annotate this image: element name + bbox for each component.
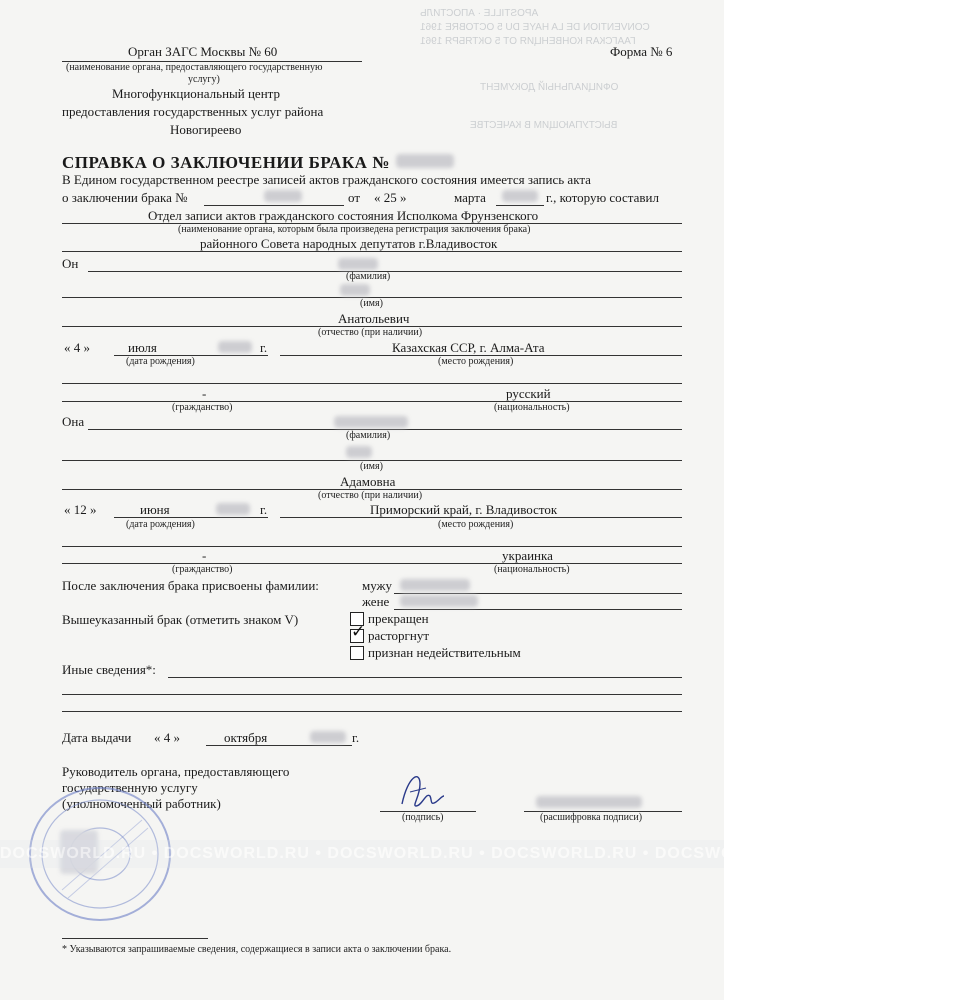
footnote: * Указываются запрашиваемые сведения, содержащиеся в записи акта о заключении брака. bbox=[62, 944, 452, 955]
she-patronymic-caption: (отчество (при наличии) bbox=[318, 490, 423, 501]
reverse-ghost-text: ГААГСКАЯ КОНВЕНЦИЯ ОТ 5 ОКТЯБРЯ 1961 bbox=[420, 36, 636, 47]
redacted-issue-year bbox=[310, 731, 346, 743]
option-dissolved: расторгнут bbox=[368, 628, 430, 643]
handwritten-signature-icon bbox=[396, 766, 448, 814]
head-line-1: Руководитель органа, предоставляющего bbox=[62, 764, 290, 779]
mfc-line-2: предоставления государственных услуг района bbox=[62, 104, 324, 119]
checkbox-invalid[interactable] bbox=[350, 646, 364, 660]
rule bbox=[206, 745, 352, 746]
intro-line-2: о заключении брака № bbox=[62, 190, 188, 205]
he-birth-day: « 4 » bbox=[64, 340, 90, 355]
husband-label: мужу bbox=[362, 578, 393, 593]
reverse-ghost-text: CONVENTION DE LA HAYE DU 5 OCTOBRE 1961 bbox=[420, 22, 650, 33]
rule bbox=[62, 401, 682, 402]
registrar-line-1: Отдел записи актов гражданского состояния Исполкома Фрунзенского bbox=[148, 208, 539, 223]
he-label: Он bbox=[62, 256, 79, 271]
mfc-line-3: Новогиреево bbox=[170, 122, 242, 137]
she-birthplace-caption: (место рождения) bbox=[438, 519, 514, 530]
watermark-band: DOCSWORLD.RU • DOCSWORLD.RU • DOCSWORLD.RU • DOCSWORLD.RU • DOCSWORLD.RU • DOCSWORLD.RU bbox=[0, 840, 724, 868]
rule bbox=[204, 205, 344, 206]
rule bbox=[62, 938, 208, 939]
rule bbox=[62, 694, 682, 695]
redacted-she-birth-year bbox=[216, 503, 250, 515]
surnames-label: После заключения брака присвоены фамилии: bbox=[62, 578, 319, 593]
she-citizenship: - bbox=[202, 548, 207, 563]
he-nationality-caption: (национальность) bbox=[494, 402, 570, 413]
she-birth-month: июня bbox=[140, 502, 170, 517]
issue-year-g: г. bbox=[352, 730, 360, 745]
she-birth-day: « 12 » bbox=[64, 502, 97, 517]
registrar-line-2: районного Совета народных депутатов г.Владивосток bbox=[200, 236, 498, 251]
redacted-husband-surname bbox=[400, 579, 470, 591]
reverse-ghost-text: ОФИЦИАЛЬНЫЙ ДОКУМЕНТ bbox=[480, 82, 619, 93]
reverse-ghost-text: APOSTILLE · АПОСТИЛЬ bbox=[420, 8, 539, 19]
she-citizenship-caption: (гражданство) bbox=[172, 564, 233, 575]
form-number: Форма № 6 bbox=[610, 44, 673, 59]
option-terminated: прекращен bbox=[368, 611, 429, 626]
he-year-g: г. bbox=[260, 340, 268, 355]
decode-caption: (расшифровка подписи) bbox=[540, 812, 643, 823]
reverse-ghost-text: ВЫСТУПАЮЩИМ В КАЧЕСТВЕ bbox=[470, 120, 618, 131]
he-birthplace: Казахская ССР, г. Алма-Ата bbox=[392, 340, 545, 355]
he-nationality: русский bbox=[506, 386, 551, 401]
she-birth-caption: (дата рождения) bbox=[126, 519, 195, 530]
rule bbox=[394, 609, 682, 610]
he-patronymic-caption: (отчество (при наличии) bbox=[318, 327, 423, 338]
other-info-label: Иные сведения*: bbox=[62, 662, 156, 677]
signature-caption: (подпись) bbox=[402, 812, 444, 823]
issue-month: октября bbox=[224, 730, 268, 745]
certificate-title: СПРАВКА О ЗАКЛЮЧЕНИИ БРАКА № bbox=[62, 153, 390, 172]
redacted-he-surname bbox=[338, 258, 378, 270]
rule bbox=[62, 711, 682, 712]
rule bbox=[168, 677, 682, 678]
rule bbox=[114, 517, 268, 518]
rule bbox=[62, 563, 682, 564]
she-birthplace: Приморский край, г. Владивосток bbox=[370, 502, 558, 517]
redacted-number bbox=[396, 154, 454, 168]
organ-name: Орган ЗАГС Москвы № 60 bbox=[128, 44, 278, 59]
redacted-he-birth-year bbox=[218, 341, 252, 353]
rule bbox=[394, 593, 682, 594]
wife-label: жене bbox=[362, 594, 390, 609]
intro-day: « 25 » bbox=[374, 190, 407, 205]
he-citizenship: - bbox=[202, 386, 207, 401]
redacted-she-name bbox=[346, 446, 372, 458]
intro-month: марта bbox=[454, 190, 486, 205]
she-nationality-caption: (национальность) bbox=[494, 564, 570, 575]
redacted-act-number bbox=[264, 190, 302, 202]
intro-line-1: В Едином государственном реестре записей актов гражданского состояния имеется запись акта bbox=[62, 172, 591, 187]
organ-caption-2: услугу) bbox=[188, 74, 220, 85]
redacted-she-surname bbox=[334, 416, 408, 428]
he-birth-month: июля bbox=[128, 340, 157, 355]
intro-ot: от bbox=[348, 190, 361, 205]
redacted-decode bbox=[536, 796, 642, 808]
intro-year-suffix: г., которую составил bbox=[546, 190, 659, 205]
issue-date-label: Дата выдачи bbox=[62, 730, 132, 745]
she-nationality: украинка bbox=[502, 548, 553, 563]
registrar-caption: (наименование органа, которым была произведена регистрация заключения брака) bbox=[178, 224, 531, 235]
issue-day: « 4 » bbox=[154, 730, 180, 745]
he-surname-caption: (фамилия) bbox=[346, 271, 391, 282]
check-mark-icon: ✓ bbox=[351, 622, 366, 642]
she-patronymic: Адамовна bbox=[340, 474, 396, 489]
she-label: Она bbox=[62, 414, 85, 429]
head-line-2: государственную услугу bbox=[62, 780, 198, 795]
he-patronymic: Анатольевич bbox=[338, 311, 410, 326]
redacted-wife-surname bbox=[400, 595, 478, 607]
rule bbox=[62, 251, 682, 252]
she-name-caption: (имя) bbox=[360, 461, 383, 472]
organ-caption: (наименование органа, предоставляющего государственную bbox=[66, 62, 323, 73]
he-citizenship-caption: (гражданство) bbox=[172, 402, 233, 413]
redacted-he-name bbox=[340, 284, 370, 296]
rule bbox=[280, 517, 682, 518]
rule bbox=[62, 383, 682, 384]
he-name-caption: (имя) bbox=[360, 298, 383, 309]
redacted-year bbox=[502, 190, 538, 202]
option-invalid: признан недействительным bbox=[368, 645, 521, 660]
he-birth-caption: (дата рождения) bbox=[126, 356, 195, 367]
he-birthplace-caption: (место рождения) bbox=[438, 356, 514, 367]
rule bbox=[62, 546, 682, 547]
head-line-3: (уполномоченный работник) bbox=[62, 796, 221, 811]
she-surname-caption: (фамилия) bbox=[346, 430, 391, 441]
she-year-g: г. bbox=[260, 502, 268, 517]
status-label: Вышеуказанный брак (отметить знаком V) bbox=[62, 612, 299, 627]
rule bbox=[496, 205, 544, 206]
mfc-line-1: Многофункциональный центр bbox=[112, 86, 280, 101]
